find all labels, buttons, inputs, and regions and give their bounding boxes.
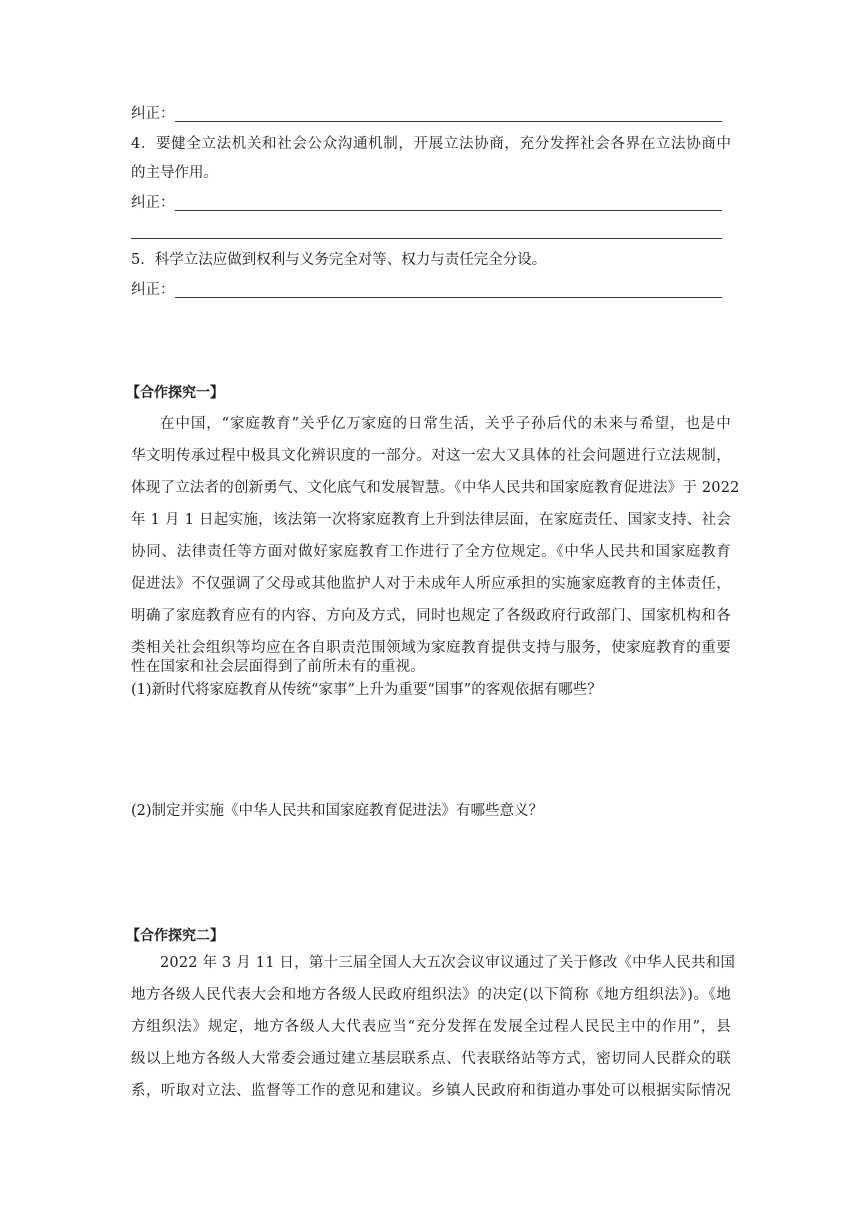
section1-line: 体现了立法者的创新勇气、文化底气和发展智慧。《中华人民共和国家庭教育促进法》于 2022 bbox=[131, 480, 740, 496]
section1-line: 年 1 月 1 日起实施，该法第一次将家庭教育上升到法律层面，在家庭责任、国家支持、社会 bbox=[131, 512, 731, 528]
section1-line: 华文明传承过程中极具文化辨识度的一部分。对这一宏大又具体的社会问题进行立法规制， bbox=[131, 448, 731, 464]
section1-line: 促进法》不仅强调了父母或其他监护人对于未成年人所应承担的实施家庭教育的主体责任， bbox=[131, 576, 731, 592]
item-4-line-1: 4．要健全立法机关和社会公众沟通机制，开展立法协商，充分发挥社会各界在立法协商中 bbox=[131, 136, 731, 152]
item-4-line-2: 的主导作用。 bbox=[131, 165, 218, 181]
section1-line: 协同、法律责任等方面对做好家庭教育工作进行了全方位规定。《中华人民共和国家庭教育 bbox=[131, 544, 731, 560]
correction-label: 纠正： bbox=[131, 195, 175, 211]
section1-line: 性在国家和社会层面得到了前所未有的重视。 bbox=[131, 659, 425, 675]
answer-blank[interactable] bbox=[175, 210, 722, 211]
answer-blank-extra[interactable] bbox=[131, 238, 722, 239]
section-heading-2: 【合作探究二】 bbox=[126, 928, 224, 944]
question-2: (2)制定并实施《中华人民共和国家庭教育促进法》有哪些意义？ bbox=[131, 803, 544, 819]
answer-blank[interactable] bbox=[175, 297, 722, 298]
question-1: (1)新时代将家庭教育从传统“家事”上升为重要“国事”的客观依据有哪些？ bbox=[131, 682, 602, 698]
section2-line: 地方各级人民代表大会和地方各级人民政府组织法》的决定(以下简称《地方组织法》)。《地 bbox=[131, 987, 731, 1003]
section1-line: 类相关社会组织等均应在各自职责范围领域为家庭教育提供支持与服务，使家庭教育的重要 bbox=[131, 640, 731, 656]
correction-label: 纠正： bbox=[131, 282, 175, 298]
answer-blank[interactable] bbox=[175, 121, 722, 122]
section1-line: 在中国，“家庭教育”关乎亿万家庭的日常生活，关乎子孙后代的未来与希望，也是中 bbox=[160, 416, 731, 432]
correction-label: 纠正： bbox=[131, 106, 175, 122]
section2-line: 级以上地方各级人大常委会通过建立基层联系点、代表联络站等方式，密切同人民群众的联 bbox=[131, 1051, 731, 1067]
section2-line: 系，听取对立法、监督等工作的意见和建议。乡镇人民政府和街道办事处可以根据实际情况 bbox=[131, 1083, 731, 1099]
section-heading-1: 【合作探究一】 bbox=[126, 385, 224, 401]
correction-row-5 bbox=[131, 280, 175, 300]
correction-row-4 bbox=[131, 193, 175, 213]
section1-line: 明确了家庭教育应有的内容、方向及方式，同时也规定了各级政府行政部门、国家机构和各 bbox=[131, 608, 731, 624]
item-5-line-1: 5．科学立法应做到权利与义务完全对等、权力与责任完全分设。 bbox=[131, 252, 547, 268]
correction-row-3 bbox=[131, 104, 175, 124]
section2-line: 2022 年 3 月 11 日，第十三届全国人大五次会议审议通过了关于修改《中华人民共和国 bbox=[160, 955, 736, 971]
section2-line: 方组织法》规定，地方各级人大代表应当“充分发挥在发展全过程人民民主中的作用”，县 bbox=[131, 1019, 731, 1035]
